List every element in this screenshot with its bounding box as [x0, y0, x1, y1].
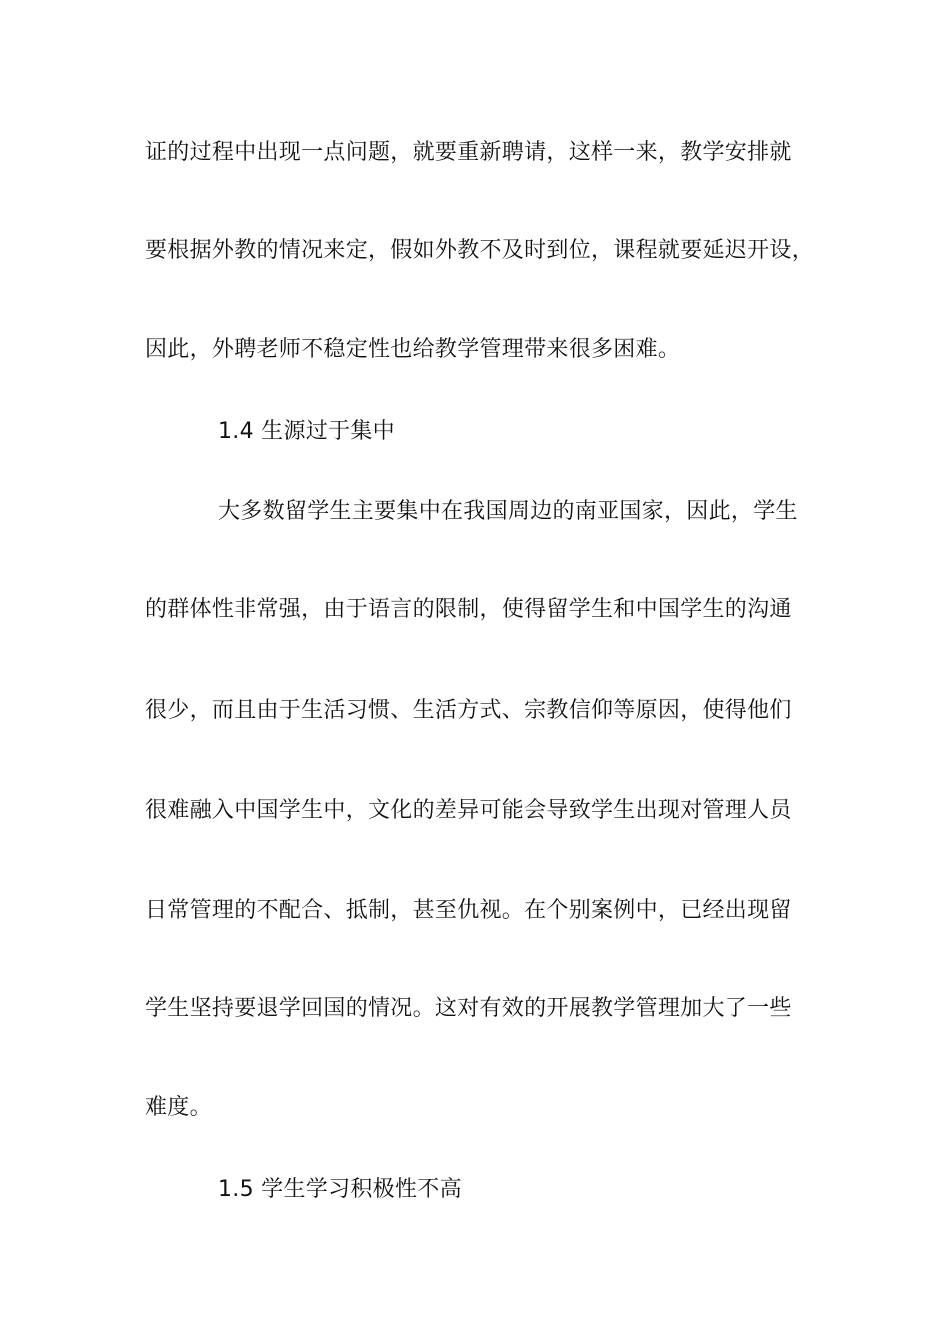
section-heading-1-4: 1.4 生源过于集中: [218, 419, 395, 444]
paragraph-line: 学生坚持要退学回国的情况。这对有效的开展教学管理加大了一些: [145, 996, 792, 1021]
paragraph-line: 因此，外聘老师不稳定性也给教学管理带来很多困难。: [145, 337, 681, 362]
paragraph-line: 日常管理的不配合、抵制，甚至仇视。在个别案例中，已经出现留: [145, 898, 792, 923]
paragraph-line: 很难融入中国学生中，文化的差异可能会导致学生出现对管理人员: [145, 798, 792, 823]
paragraph-line: 证的过程中出现一点问题，就要重新聘请，这样一来，教学安排就: [145, 140, 792, 165]
paragraph-line-indented: 大多数留学生主要集中在我国周边的南亚国家，因此，学生: [218, 499, 798, 524]
section-heading-1-5: 1.5 学生学习积极性不高: [218, 1177, 462, 1202]
paragraph-line: 的群体性非常强，由于语言的限制，使得留学生和中国学生的沟通: [145, 597, 792, 622]
paragraph-line: 难度。: [145, 1095, 212, 1120]
paragraph-line: 很少，而且由于生活习惯、生活方式、宗教信仰等原因，使得他们: [145, 698, 792, 723]
paragraph-line: 要根据外教的情况来定，假如外教不及时到位，课程就要延迟开设，: [145, 238, 815, 263]
